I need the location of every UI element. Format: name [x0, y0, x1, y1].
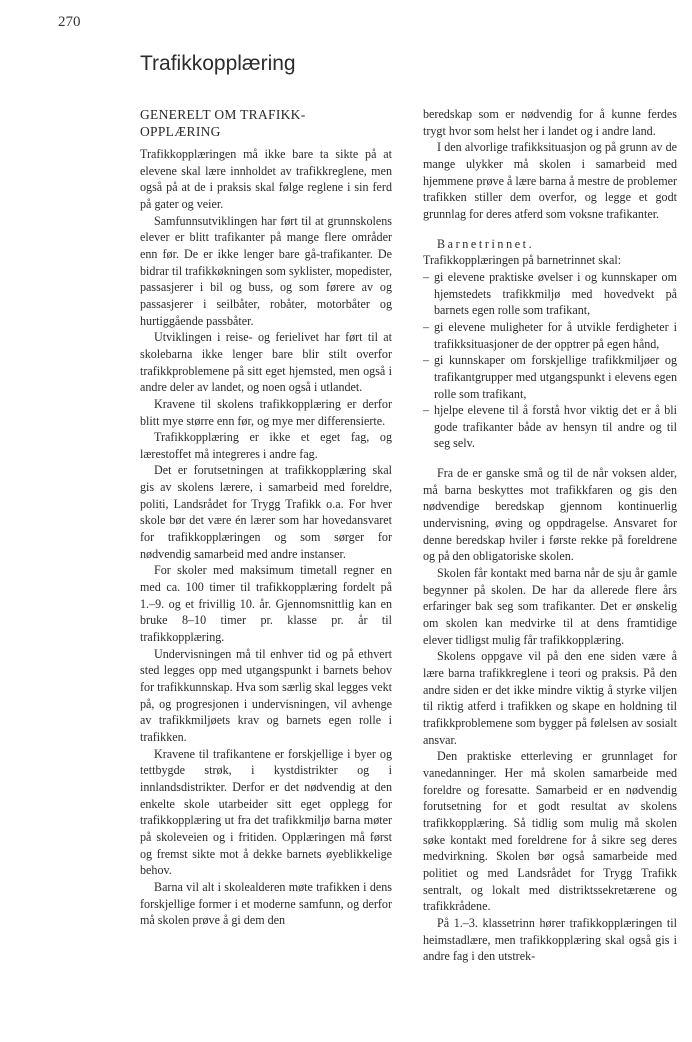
- page-title: Trafikkopplæring: [140, 52, 296, 75]
- list-item: – gi elevene muligheter for å utvikle ferdigheter i trafikksituasjoner de der opptrer på egen hånd,: [423, 319, 677, 352]
- list-intro: Trafikkopplæringen på barnetrinnet skal:: [423, 253, 622, 268]
- section-heading: GENERELT OM TRAFIKK- OPPLÆRING: [140, 107, 306, 139]
- subheading-barnetrinnet: Barnetrinnet.: [437, 236, 535, 251]
- paragraph: Trafikkopplæringen må ikke bare ta sikte på at elevene skal lære innholdet av trafikkreglene, men også på at de i praksis skal følge reglene i sin ferd på gater og veier.: [140, 147, 392, 211]
- paragraph: I den alvorlige trafikksituasjon og på grunn av de mange ulykker må skolen i samarbeid med hjemmene prøve å lære barna å mestre de problemer trafikken stiller dem overfor, og legge et godt grunnlag for deres atferd som voksne trafikanter.: [423, 140, 677, 221]
- paragraph: Undervisningen må til enhver tid og på ethvert sted legges opp med utgangspunkt i barnets behov for trafikkunnskap. Hva som særlig skal legges vekt på, og progresjonen i undervisningen, vil avhenge av trafikkmiljøets krav og barnets egen rolle i trafikken.: [140, 646, 392, 744]
- objectives-list: [423, 269, 677, 452]
- list-item: – gi elevene praktiske øvelser i og kunnskaper om hjemstedets trafikkmiljø med hovedvekt på barnets egen rolle som trafikant,: [423, 269, 677, 319]
- page-number: 270: [58, 14, 81, 30]
- paragraph-continuation: beredskap som er nødvendig for å kunne ferdes trygt hvor som helst her i landet og i andre land.: [423, 107, 677, 138]
- paragraph: Den praktiske etterleving er grunnlaget for vanedanninger. Her må skolen samarbeide med foreldre og foresatte. Samarbeid er en nødvendig forutsetning for et godt resultat av skolens trafikkopplæring. Så tidlig som mulig må skolen søke kontakt med foreldrene for å sikre seg deres medvirkning. Skolen bør også samarbeide med politiet og med Landsrådet for Trygg Trafikk sentralt, og lokalt med distriktssekretærene og trafikkrådene.: [423, 749, 677, 914]
- paragraph: Barna vil alt i skolealderen møte trafikken i dens forskjellige former i et moderne samfunn, og derfor må skolen prøve å gi dem den: [140, 879, 392, 928]
- paragraph: Samfunnsutviklingen har ført til at grunnskolens elever er blitt trafikanter på mange flere områder enn før. De er ikke lenger bare gå-trafikanter. De bidrar til trafikkøkningen som syklister, mopedister, passasjerer i bil og buss, og som førere av og passasjerer i seilbåter, robåter, motorbåter og hurtiggående passbåter.: [140, 213, 392, 328]
- paragraph: Skolens oppgave vil på den ene siden være å lære barna trafikkreglene i teori og praksis. På den andre siden er det ikke mindre viktig å styrke viljen til riktig atferd i trafikken og skape en holdning til trafikkproblemene som bygger på følelsen av sosialt ansvar.: [423, 649, 677, 747]
- right-column: [423, 106, 677, 965]
- list-item: – hjelpe elevene til å forstå hvor viktig det er å bli gode trafikanter både av hensyn til andre og til seg selv.: [423, 402, 677, 452]
- paragraph: Det er forutsetningen at trafikkopplæring skal gis av skolens lærere, i samarbeid med foreldre, politi, Landsrådet for Trygg Trafikk o.a. For hver skole bør det være én lærer som har hovedansvaret for trafikkopplæringen og som sørger for nødvendig samarbeid med andre instanser.: [140, 463, 392, 561]
- paragraph: Fra de er ganske små og til de når voksen alder, må barna beskyttes mot trafikkfaren og gis den nødvendige beredskap gjennom kontinuerlig undervisning, øving og oppdragelse. Ansvaret for denne beredskap hviler i første rekke på foreldrene og på den obligatoriske skolen.: [423, 466, 677, 564]
- left-column: [140, 106, 392, 929]
- paragraph: Kravene til skolens trafikkopplæring er derfor blitt mye større enn før, og mye mer differensierte.: [140, 396, 392, 428]
- paragraph: Skolen får kontakt med barna når de sju år gamle begynner på skolen. De har da allerede flere års erfaringer bak seg som trafikanter. Det er ønskelig om skolen kan medvirke til at dens framtidige elever tidligst mulig får trafikkopplæring.: [423, 566, 677, 647]
- paragraph: Trafikkopplæring er ikke et eget fag, og lærestoffet må integreres i andre fag.: [140, 430, 392, 461]
- paragraph: Kravene til trafikantene er forskjellige i byer og tettbygde strøk, i kystdistrikter og i innlandsdistrikter. Derfor er det nødvendig at den enkelte skole utarbeider sitt eget opplegg for trafikkopplæring ut fra det trafikkmiljø barna møter på skoleveien og i fritiden. Opplæringen må først og fremst sikte mot å dekke barnets øyeblikkelige behov.: [140, 746, 392, 878]
- paragraph: Utviklingen i reise- og ferielivet har ført til at skolebarna ikke lenger bare blir stilt overfor trafikkproblemene på sitt eget hjemsted, men også i andre deler av landet, og noen også i utlandet.: [140, 330, 392, 395]
- list-item: – gi kunnskaper om forskjellige trafikkmiljøer og trafikantgrupper med utgangspunkt i elevens egen rolle som trafikant,: [423, 352, 677, 402]
- paragraph: For skoler med maksimum timetall regner en med ca. 100 timer til trafikkopplæring fordelt på 1.–9. og et frivillig 10. år. Gjennomsnittlig kan en bruke 8–10 timer pr. klasse pr. år til trafikkopplæring.: [140, 563, 392, 645]
- paragraph: På 1.–3. klassetrinn hører trafikkopplæringen til heimstadlære, men trafikkopplæring skal også gis i andre fag i den utstrek-: [423, 915, 677, 964]
